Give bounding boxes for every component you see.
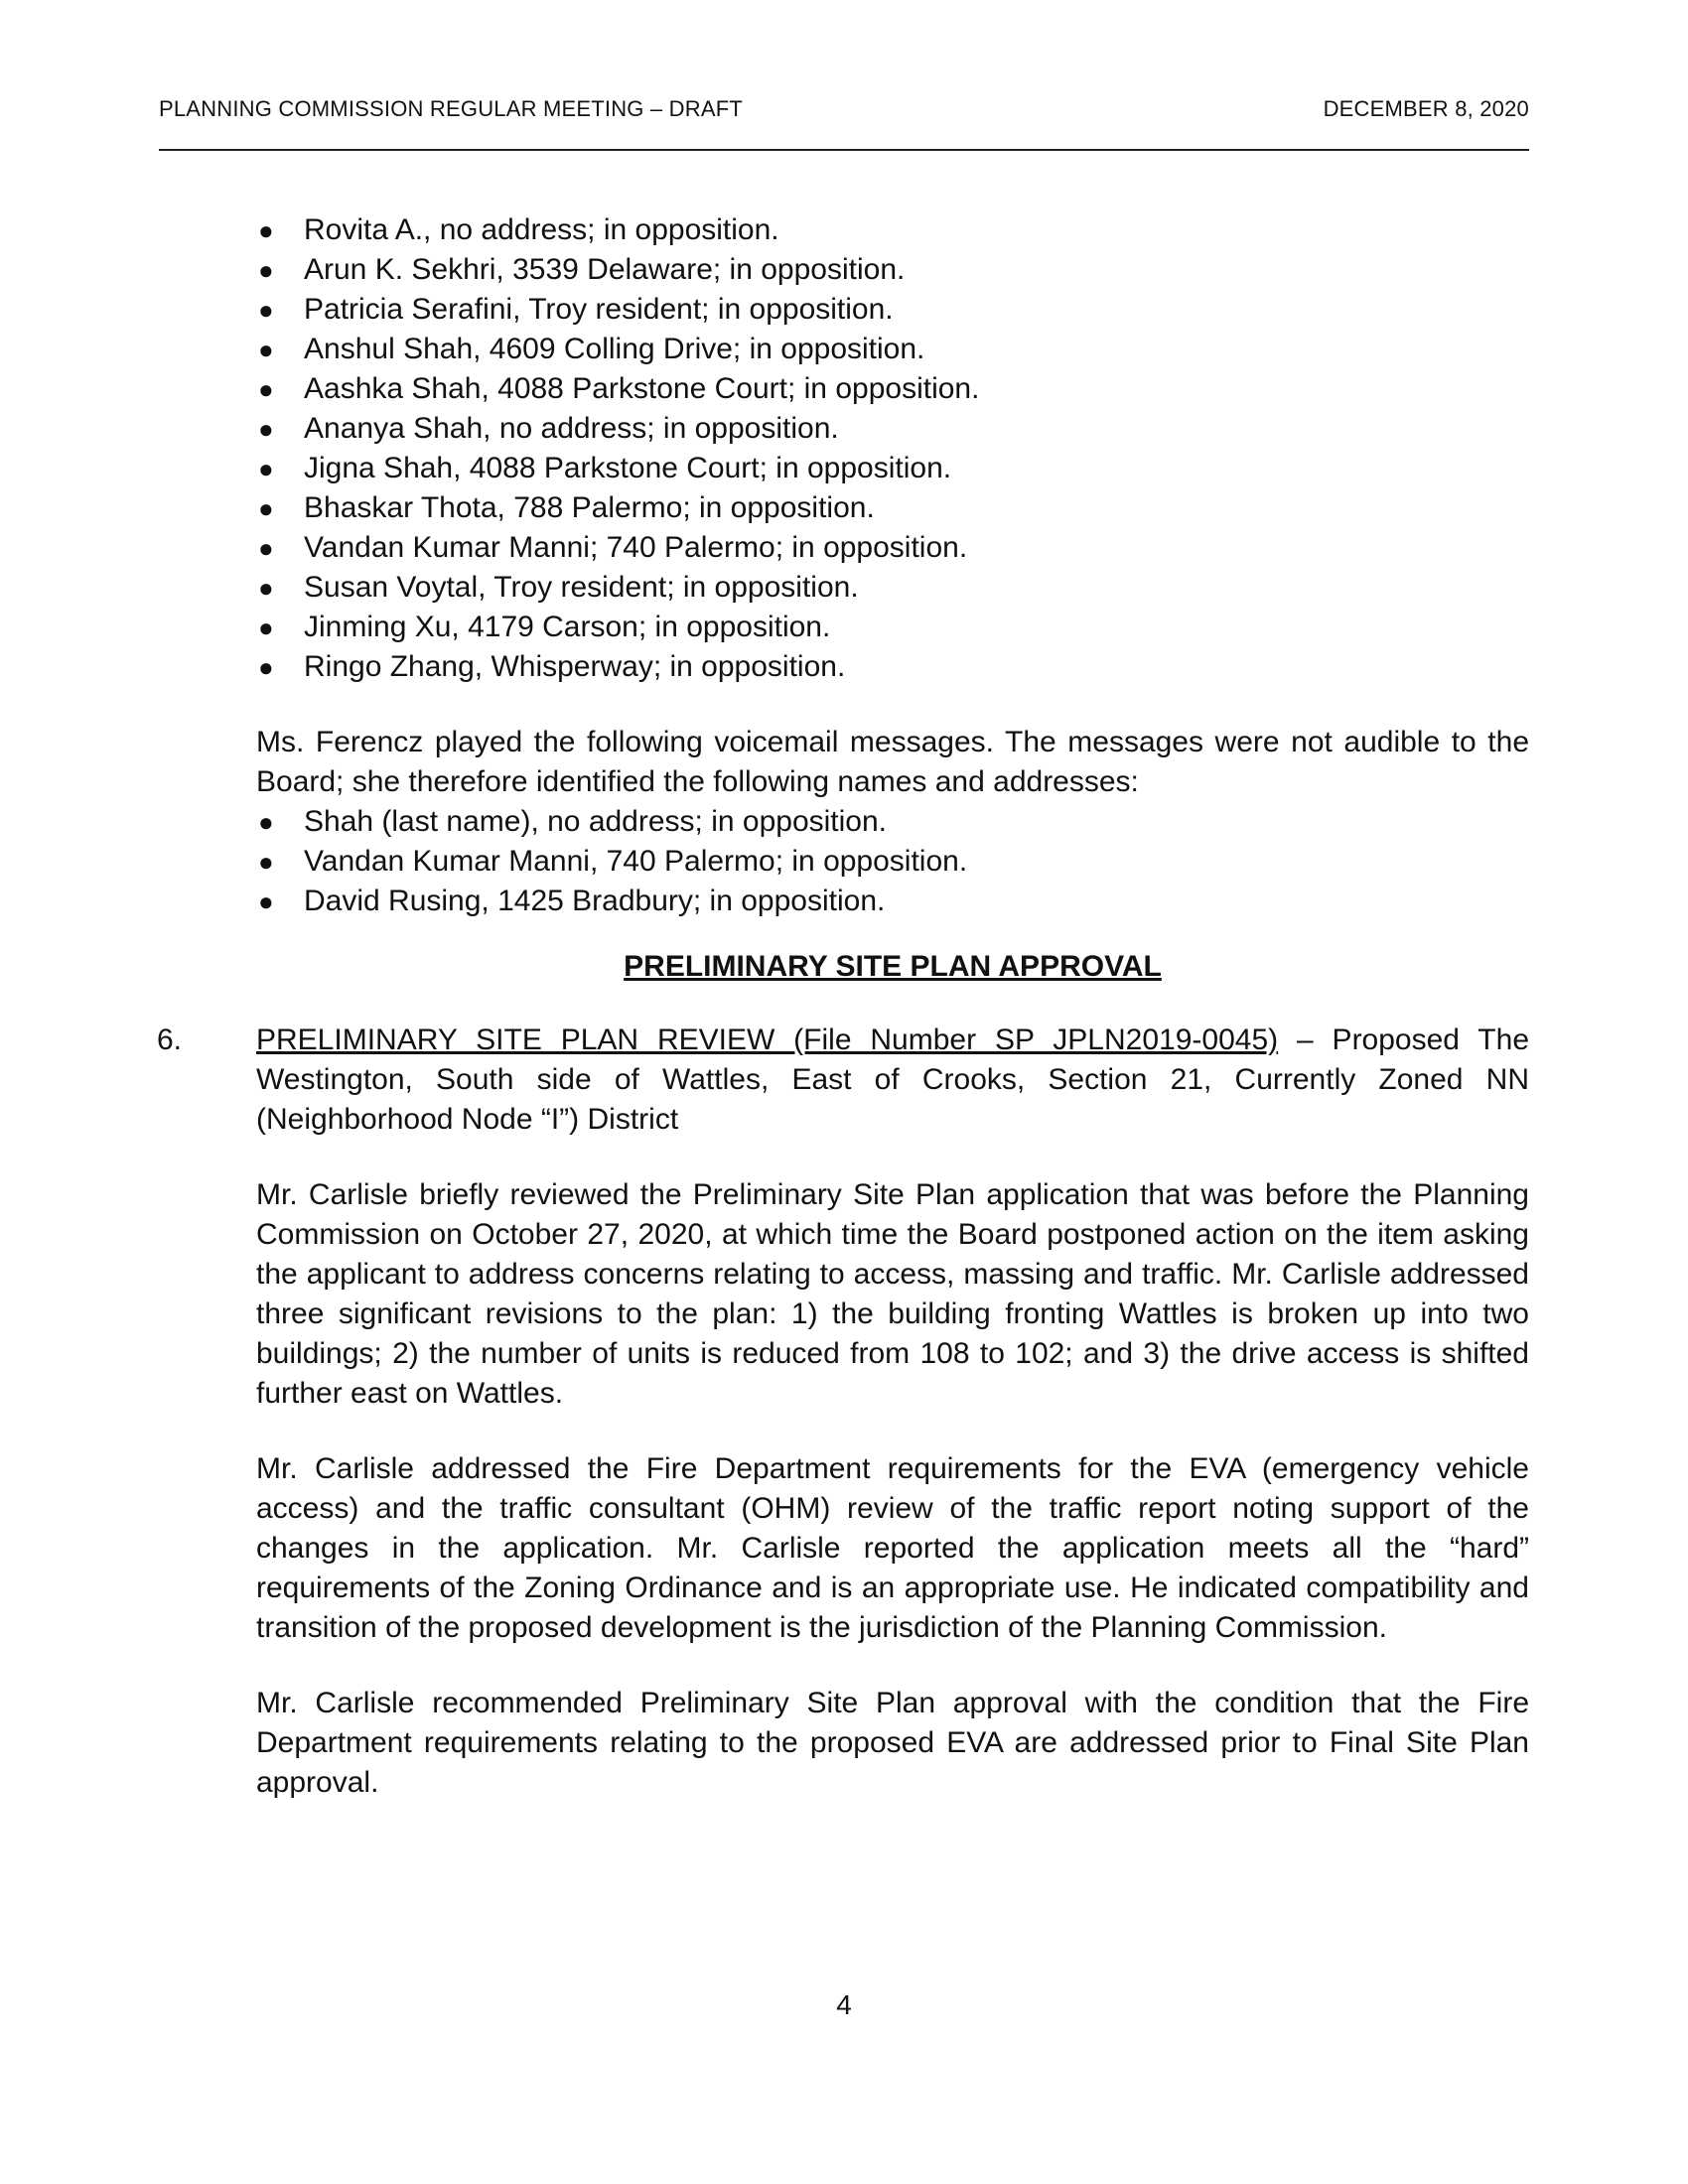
list-item: ● David Rusing, 1425 Bradbury; in opposition. [256,882,1529,921]
bullet-icon: ● [258,887,274,916]
bullet-icon: ● [258,374,274,404]
header-date: DECEMBER 8, 2020 [1323,96,1529,121]
list-item: ● Aashka Shah, 4088 Parkstone Court; in opposition. [256,369,1529,409]
agenda-item-title-rest: – Proposed The Westington, South side of Wattles, East of Crooks, Section 21, Currently Zoned NN (Neighborhood Node “I”) District [256,1024,1530,1136]
voicemail-list [256,802,1529,921]
list-item: ● Vandan Kumar Manni, 740 Palermo; in opposition. [256,842,1529,882]
list-item: ● Patricia Serafini, Troy resident; in opposition. [256,290,1529,330]
section-heading: PRELIMINARY SITE PLAN APPROVAL [624,950,1162,983]
list-item: ● Anshul Shah, 4609 Colling Drive; in opposition. [256,330,1529,369]
list-item: ● Jinming Xu, 4179 Carson; in opposition. [256,608,1529,647]
bullet-icon: ● [258,613,274,642]
bullet-icon: ● [258,493,274,523]
bullet-icon: ● [258,533,274,563]
list-item: ● Arun K. Sekhri, 3539 Delaware; in opposition. [256,250,1529,290]
bullet-icon: ● [258,335,274,364]
agenda-item-title [256,1021,1529,1140]
bullet-icon: ● [258,847,274,877]
list-item: ● Rovita A., no address; in opposition. [256,210,1529,250]
list-item: ● Susan Voytal, Troy resident; in opposition. [256,568,1529,608]
bullet-icon: ● [258,454,274,483]
page-header [159,96,1529,126]
body-paragraph: Mr. Carlisle briefly reviewed the Preliminary Site Plan application that was before the Planning Commission on October 27, 2020, at which time the Board postponed action on the item asking the applicant to address concerns relating to access, massing and traffic. Mr. Carlisle addressed three significant revisions to the plan: 1) the building fronting Wattles is broken up into two buildings; 2) the number of units is reduced from 108 to 102; and 3) the drive access is shifted further east on Wattles. [256,1178,1529,1410]
list-item: ● Bhaskar Thota, 788 Palermo; in opposition. [256,488,1529,528]
bullet-icon: ● [258,573,274,603]
header-meeting-title: PLANNING COMMISSION REGULAR MEETING – DRAFT [159,96,744,121]
header-divider [159,149,1529,151]
bullet-icon: ● [258,215,274,245]
bullet-icon: ● [258,414,274,444]
agenda-item-number: 6. [157,1024,183,1056]
list-item: ● Jigna Shah, 4088 Parkstone Court; in opposition. [256,449,1529,488]
bullet-icon: ● [258,807,274,837]
document-body [157,210,1530,1803]
list-item: ● Ringo Zhang, Whisperway; in opposition. [256,647,1529,687]
bullet-icon: ● [258,652,274,682]
attendee-comment-list [256,210,1529,687]
list-item: ● Shah (last name), no address; in opposition. [256,802,1529,842]
agenda-item-title-underlined: PRELIMINARY SITE PLAN REVIEW (File Number SP JPLN2019-0045) [256,1024,1279,1056]
bullet-icon: ● [258,255,274,285]
agenda-item [157,1021,1530,1140]
page-number: 4 [836,1989,852,2020]
bullet-icon: ● [258,295,274,325]
list-item: ● Vandan Kumar Manni; 740 Palermo; in opposition. [256,528,1529,568]
list-item: ● Ananya Shah, no address; in opposition. [256,409,1529,449]
voicemail-intro-paragraph: Ms. Ferencz played the following voicemail messages. The messages were not audible to the Board; she therefore identified the following names and addresses: [256,726,1529,798]
body-paragraph: Mr. Carlisle recommended Preliminary Site Plan approval with the condition that the Fire Department requirements relating to the proposed EVA are addressed prior to Final Site Plan approval. [256,1687,1529,1799]
body-paragraph: Mr. Carlisle addressed the Fire Department requirements for the EVA (emergency vehicle access) and the traffic consultant (OHM) review of the traffic report noting support of the changes in the application. Mr. Carlisle reported the application meets all the “hard” requirements of the Zoning Ordinance and is an appropriate use. He indicated compatibility and transition of the proposed development is the jurisdiction of the Planning Commission. [256,1452,1529,1644]
